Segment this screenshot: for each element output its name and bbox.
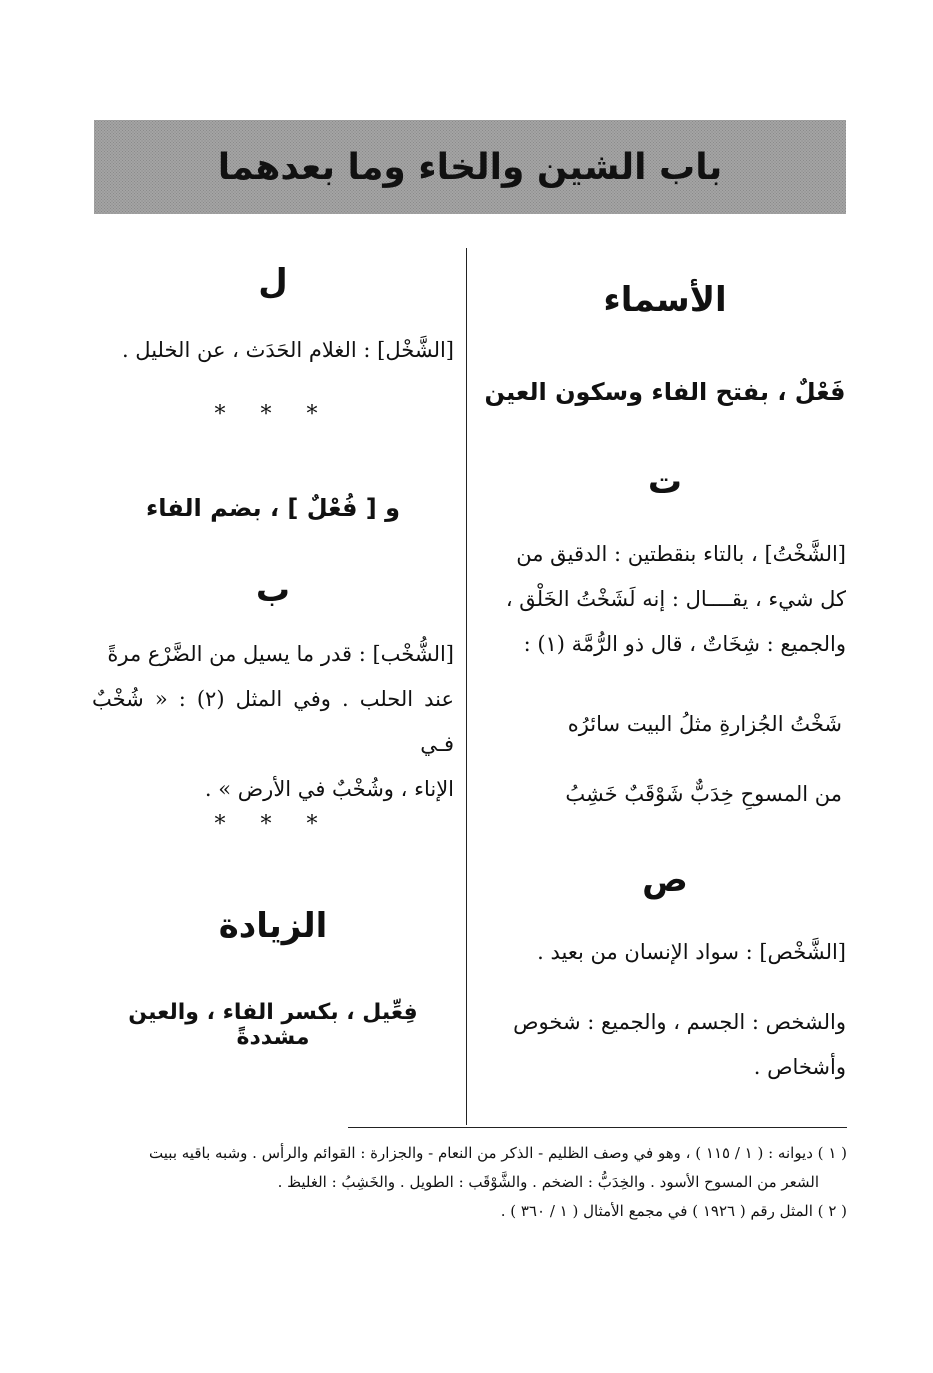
entry-shakht-line1: [الشَّخْتُ] ، بالتاء بنقطتين : الدقيق من xyxy=(516,542,846,566)
footnote-1-line1: ( ١ ) ديوانه : ( ١ / ١١٥ ) ، وهو في وصف الظليم - الذكر من النعام - والجزارة : القوائم والرأس . وشبه باقيه ببيت xyxy=(149,1144,847,1162)
entry-shukhb-line1: [الشُّخْب] : قدر ما يسيل من الضَّرْع مرةً xyxy=(107,642,454,666)
footnote-2: ( ٢ ) المثل رقم ( ١٩٢٦ ) في مجمع الأمثال ( ١ / ٣٦٠ ) . xyxy=(500,1202,847,1220)
section-title-ziyada: الزيادة xyxy=(218,906,328,946)
letter-heading-b: ب xyxy=(255,570,291,610)
letter-heading-s: ص xyxy=(642,860,688,900)
pattern-heading-ful: و [ فُعْلٌ ] ، بضم الفاء xyxy=(145,494,401,522)
footnote-1-line2: الشعر من المسوح الأسود . والخِدَبُّ : الضخم . والشَّوْقَب : الطويل . والخَشِبُ : الغليظ . xyxy=(277,1173,819,1191)
verse-line-1: شَخْتُ الجُزارةِ مثلُ البيت سائرُه xyxy=(567,712,842,736)
entry-shakhs: [الشَّخْص] : سواد الإنسان من بعيد . xyxy=(537,940,846,964)
letter-heading-l: ل xyxy=(258,262,288,302)
column-divider xyxy=(466,248,467,1125)
entry-shukhb-line2: عند الحلب . وفي المثل (٢) : « شُخْبٌ فـي xyxy=(92,687,454,756)
entry-shakht-line3: والجميع : شِخَاتٌ ، قال ذو الرُّمَّة (١) : xyxy=(523,632,846,656)
entry-shakht-line2: كل شيء ، يقــــال : إنه لَشَخْتُ الخَلْق ، xyxy=(505,587,846,611)
separator-stars-1: * * * xyxy=(214,402,332,427)
verse-line-2: من المسوحِ خِدَبٌّ شَوْقَبٌ خَشِبُ xyxy=(565,782,842,806)
letter-heading-t: ت xyxy=(647,462,683,502)
pattern-heading-fiil: فِعِّيل ، بكسر الفاء ، والعين مشددةً xyxy=(128,1000,418,1050)
section-title-asmaa: الأسماء xyxy=(603,280,727,320)
chapter-title: باب الشين والخاء وما بعدهما xyxy=(217,146,723,188)
entry-alshakhs-line1: والشخص : الجسم ، والجميع : شخوص xyxy=(513,1010,846,1034)
separator-stars-2: * * * xyxy=(214,812,332,837)
footnote-rule xyxy=(348,1127,847,1128)
entry-shukhb-line3: الإناء ، وشُخْبٌ في الأرض » . xyxy=(204,777,454,801)
footnotes xyxy=(92,1139,847,1226)
entry-alshakhs-line2: وأشخاص . xyxy=(753,1055,846,1079)
entry-shakhl: [الشَّخْل] : الغلام الحَدَث ، عن الخليل . xyxy=(121,338,454,362)
chapter-banner xyxy=(94,120,846,214)
pattern-heading-fal: فَعْلٌ ، بفتح الفاء وسكون العين xyxy=(484,378,846,406)
